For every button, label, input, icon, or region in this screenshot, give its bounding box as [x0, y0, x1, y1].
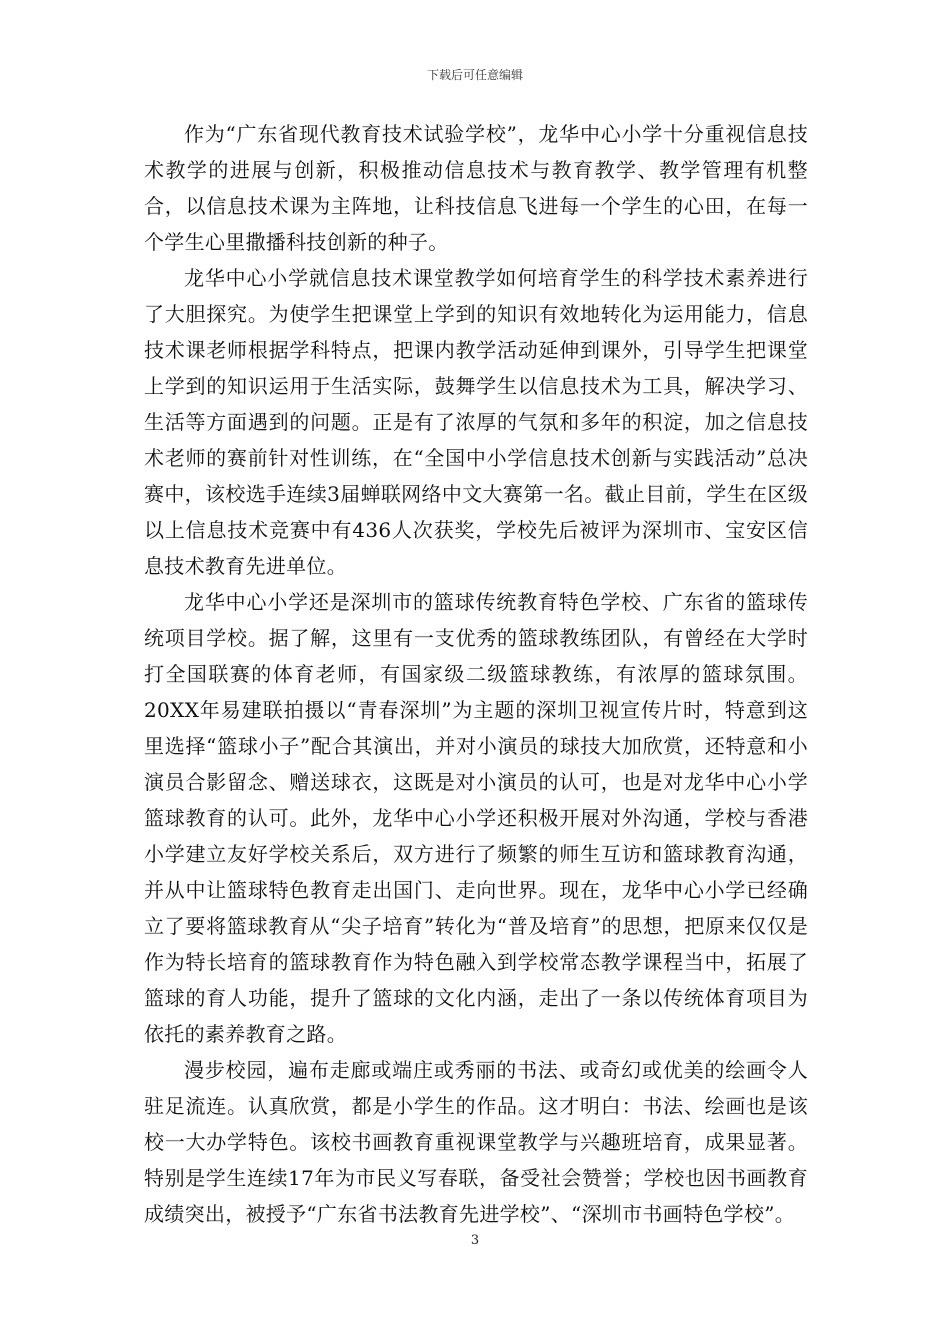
- document-body: [144, 116, 808, 1232]
- paragraph-it-education: 作为“广东省现代教育技术试验学校”，龙华中心小学十分重视信息技术教学的进展与创新，积极推动信息技术与教育教学、教学管理有机整合，以信息技术课为主阵地，让科技信息飞进每一个学生的心田，在每一个学生心里撒播科技创新的种子。: [144, 122, 808, 254]
- paragraph-calligraphy-painting: 漫步校园，遍布走廊或端庄或秀丽的书法、或奇幻或优美的绘画令人驻足流连。认真欣赏，都是小学生的作品。这才明白：书法、绘画也是该校一大办学特色。该校书画教育重视课堂教学与兴趣班培育，成果显著。特别是学生连续17年为市民义写春联，备受社会赞誉；学校也因书画教育成绩突出，被授予“广东省书法教育先进学校”、“深圳市书画特色学校”。: [144, 1058, 808, 1226]
- page-header-note: 下载后可任意编辑: [426, 68, 523, 82]
- paragraph-it-classroom: 龙华中心小学就信息技术课堂教学如何培育学生的科学技术素养进行了大胆探究。为使学生把课堂上学到的知识有效地转化为运用能力，信息技术课老师根据学科特点，把课内教学活动延伸到课外，引导学生把课堂上学到的知识运用于生活实际，鼓舞学生以信息技术为工具，解决学习、生活等方面遇到的问题。正是有了浓厚的气氛和多年的积淀，加之信息技术老师的赛前针对性训练，在“全国中小学信息技术创新与实践活动”总决赛中，该校选手连续3届蝉联网络中文大赛第一名。截止目前，学生在区级以上信息技术竞赛中有436人次获奖，学校先后被评为深圳市、宝安区信息技术教育先进单位。: [144, 266, 808, 578]
- paragraph-basketball: 龙华中心小学还是深圳市的篮球传统教育特色学校、广东省的篮球传统项目学校。据了解，这里有一支优秀的篮球教练团队，有曾经在大学时打全国联赛的体育老师，有国家级二级篮球教练，有浓厚的篮球氛围。20XX年易建联拍摄以“青春深圳”为主题的深圳卫视宣传片时，特意到这里选择“篮球小子”配合其演出，并对小演员的球技大加欣赏，还特意和小演员合影留念、赠送球衣，这既是对小演员的认可，也是对龙华中心小学篮球教育的认可。此外，龙华中心小学还积极开展对外沟通，学校与香港小学建立友好学校关系后，双方进行了频繁的师生互访和篮球教育沟通，并从中让篮球特色教育走出国门、走向世界。现在，龙华中心小学已经确立了要将篮球教育从“尖子培育”转化为“普及培育”的思想，把原来仅仅是作为特长培育的篮球教育作为特色融入到学校常态教学课程当中，拓展了篮球的育人功能，提升了篮球的文化内涵，走出了一条以传统体育项目为依托的素养教育之路。: [144, 590, 808, 1046]
- page-number: 3: [470, 1233, 480, 1248]
